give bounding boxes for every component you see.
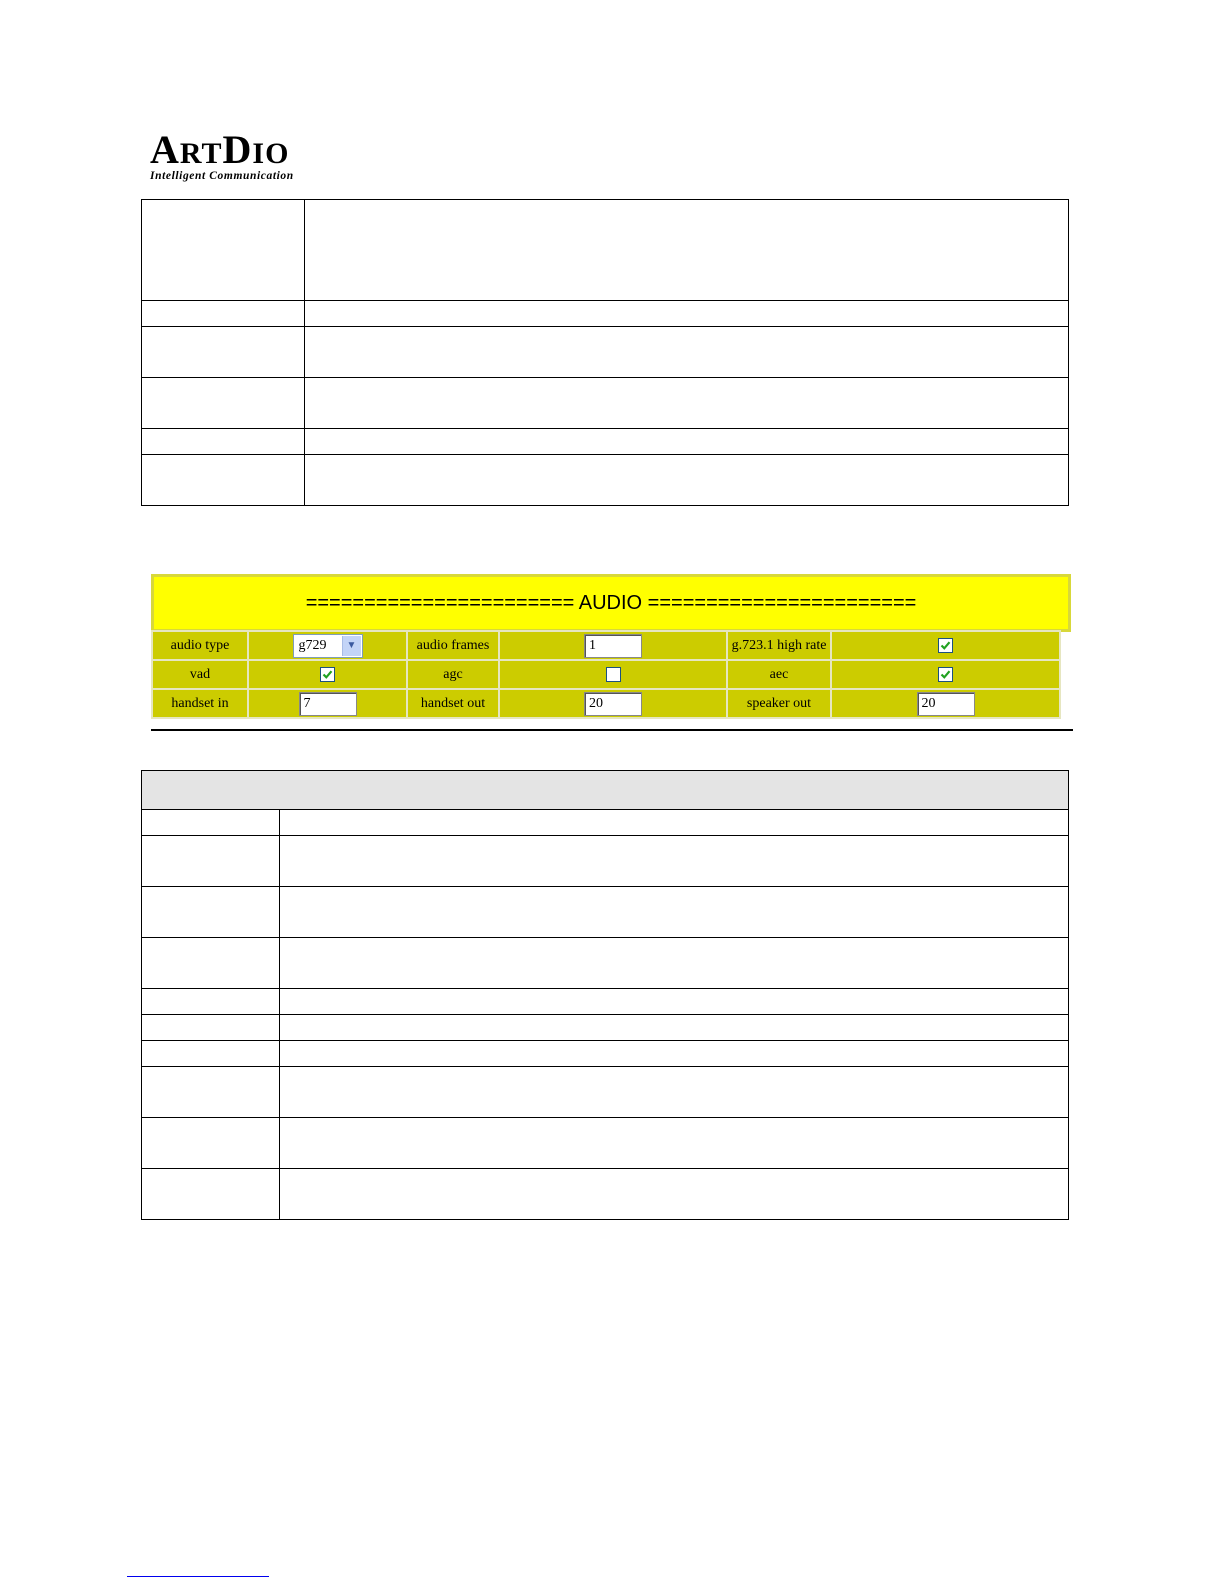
audio-type-select[interactable]: [293, 634, 363, 658]
handset-in-label: handset in: [153, 690, 247, 717]
table-cell: [280, 1015, 1069, 1041]
table-cell: [305, 200, 1069, 301]
table-cell: [142, 429, 305, 455]
table-cell: [142, 1118, 280, 1169]
table-cell: [280, 887, 1069, 938]
audio-panel-bottom-rule: [151, 729, 1073, 731]
table-cell: [142, 1067, 280, 1118]
table-cell: [142, 887, 280, 938]
footer-link-underline[interactable]: [127, 1576, 269, 1577]
table-cell: [280, 938, 1069, 989]
aec-label: aec: [728, 661, 830, 688]
table-cell: [142, 301, 305, 327]
table-cell: [280, 1067, 1069, 1118]
audio-frames-input[interactable]: 1: [584, 634, 642, 658]
table-cell: [142, 1169, 280, 1220]
audio-grid-row: [153, 661, 1059, 688]
g-723-1-high-rate-label: g.723.1 high rate: [728, 632, 830, 659]
g-723-1-high-rate-checkbox[interactable]: [938, 638, 953, 653]
table-cell: [305, 301, 1069, 327]
aec-cell: [832, 661, 1059, 688]
table-cell: [305, 327, 1069, 378]
aec-checkbox[interactable]: [938, 667, 953, 682]
audio-frames-cell: [500, 632, 726, 659]
table-cell: [142, 810, 280, 836]
audio-grid-row: [153, 632, 1059, 659]
handset-in-input[interactable]: 7: [299, 692, 357, 716]
table-cell: [305, 378, 1069, 429]
agc-cell: [500, 661, 726, 688]
agc-label: agc: [408, 661, 498, 688]
audio-grid-row: [153, 690, 1059, 717]
table-cell: [142, 989, 280, 1015]
artdio-logo: [150, 128, 310, 186]
table-cell: [280, 836, 1069, 887]
table-cell: [280, 1041, 1069, 1067]
table-cell: [142, 1041, 280, 1067]
table-cell: [142, 455, 305, 506]
chevron-down-icon[interactable]: ▼: [342, 636, 361, 656]
checkmark-icon: [322, 669, 333, 680]
vad-checkbox[interactable]: [320, 667, 335, 682]
parameter-table-top: [141, 199, 1069, 506]
audio-type-cell: [249, 632, 406, 659]
table-cell: [280, 810, 1069, 836]
table-cell: [305, 429, 1069, 455]
handset-out-label: handset out: [408, 690, 498, 717]
table-cell: [280, 1118, 1069, 1169]
logo-tagline: Intelligent Communication: [150, 170, 294, 182]
logo-wordmark: ARTDIO: [150, 127, 290, 172]
audio-settings-panel: [151, 574, 1071, 732]
vad-label: vad: [153, 661, 247, 688]
agc-checkbox[interactable]: [606, 667, 621, 682]
audio-frames-label: audio frames: [408, 632, 498, 659]
table-cell: [142, 327, 305, 378]
checkmark-icon: [940, 669, 951, 680]
audio-settings-grid: [151, 630, 1061, 719]
handset-out-cell: [500, 690, 726, 717]
checkmark-icon: [940, 640, 951, 651]
select-value: g729: [298, 637, 327, 653]
table-cell: [305, 455, 1069, 506]
audio-type-label: audio type: [153, 632, 247, 659]
speaker-out-input[interactable]: 20: [917, 692, 975, 716]
table-cell: [280, 1169, 1069, 1220]
handset-in-cell: [249, 690, 406, 717]
handset-out-input[interactable]: 20: [584, 692, 642, 716]
g-723-1-high-rate-cell: [832, 632, 1059, 659]
speaker-out-cell: [832, 690, 1059, 717]
table-cell: [142, 378, 305, 429]
speaker-out-label: speaker out: [728, 690, 830, 717]
table-header-cell: [142, 771, 1069, 810]
table-cell: [142, 200, 305, 301]
table-cell: [142, 1015, 280, 1041]
table-cell: [142, 938, 280, 989]
parameter-table-bottom: [141, 770, 1069, 1220]
audio-section-title: ======================= AUDIO =======================: [151, 574, 1071, 632]
table-cell: [142, 836, 280, 887]
vad-cell: [249, 661, 406, 688]
table-cell: [280, 989, 1069, 1015]
